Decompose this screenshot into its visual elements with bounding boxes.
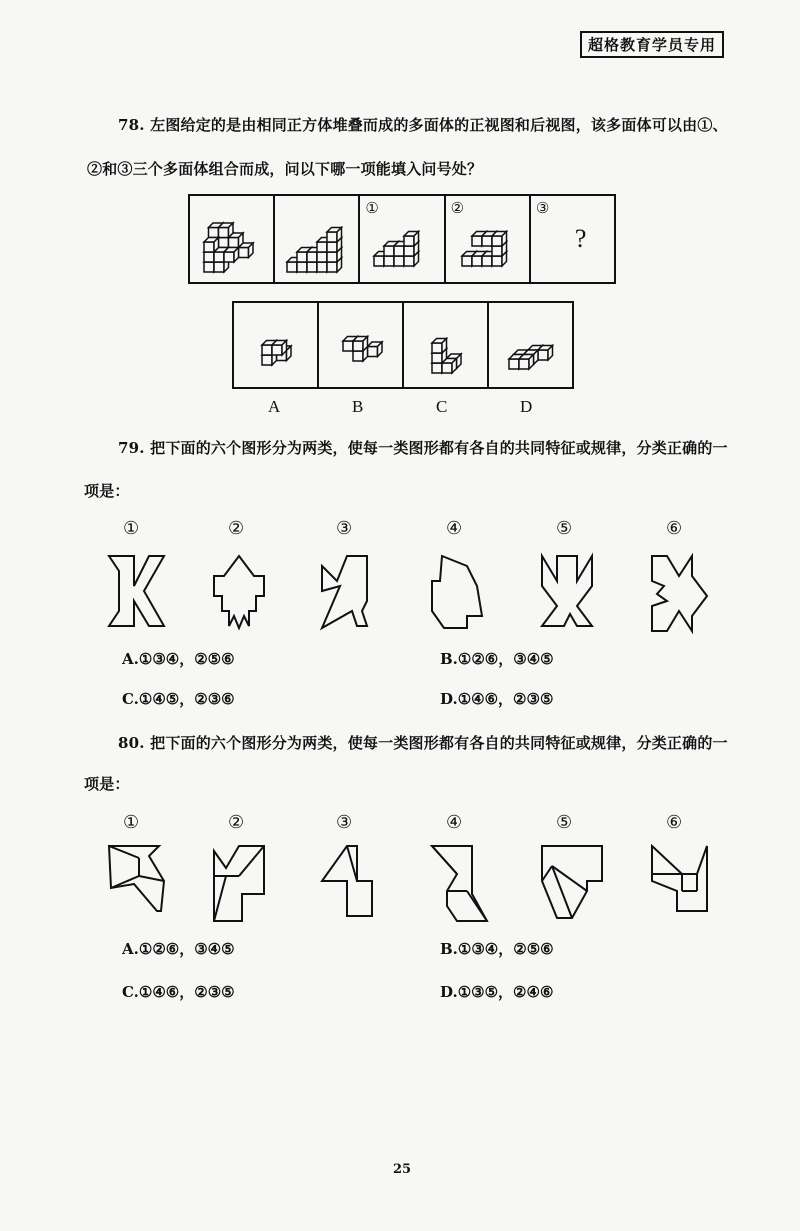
option-c-label: C: [436, 397, 448, 416]
q79-text-line2: 项是：: [84, 482, 130, 500]
figure-2: [210, 552, 276, 636]
part-1: [360, 196, 445, 282]
stamp-label: 超格教育学员专用: [580, 31, 724, 58]
option-d-label: D: [520, 397, 533, 416]
cube-figure: [489, 303, 572, 387]
q80-option-c[interactable]: C.①④⑥，②③⑤: [122, 983, 235, 1001]
figure-label: ④: [446, 518, 463, 539]
back-view: [275, 196, 360, 282]
q79-option-d[interactable]: D.①④⑥，②③⑤: [440, 690, 554, 708]
q80-option-a[interactable]: A.①②⑥，③④⑤: [122, 940, 235, 958]
figure-5: [538, 552, 604, 636]
q78-figure-row: [188, 194, 616, 284]
q79-text-line1: 79. 把下面的六个图形分为两类，使每一类图形都有各自的共同特征或规律，分类正确的一: [118, 439, 728, 457]
cube-figure: [360, 196, 444, 282]
cube-figure: [234, 303, 317, 387]
q79-option-a[interactable]: A.①③④，②⑤⑥: [122, 650, 235, 668]
q78-text-line1: 78. 左图给定的是由相同正方体堆叠而成的多面体的正视图和后视图，该多面体可以由①、: [118, 116, 728, 134]
figure-label: ⑥: [666, 812, 683, 833]
figure-label: ③: [336, 812, 353, 833]
cube-figure: [190, 196, 274, 282]
figure-3: [318, 552, 384, 636]
figure-4: [428, 552, 494, 636]
question-mark: ?: [574, 224, 587, 253]
q80-text-line2: 项是：: [84, 775, 130, 793]
figure-4: [428, 842, 494, 926]
cube-figure: [446, 196, 530, 282]
page-number: 25: [393, 1162, 412, 1177]
option-a-label: A: [268, 397, 281, 416]
figure-label: ②: [228, 812, 245, 833]
cube-figure: [319, 303, 402, 387]
figure-label: ②: [228, 518, 245, 539]
figure-label: ⑤: [556, 812, 573, 833]
q78-text-line2: ②和③三个多面体组合而成，问以下哪一项能填入问号处？: [87, 160, 483, 178]
option-c-figure: [404, 303, 489, 387]
part-label: ③: [535, 199, 550, 217]
figure-label: ①: [123, 518, 140, 539]
figure-label: ⑤: [556, 518, 573, 539]
figure-label: ③: [336, 518, 353, 539]
figure-6: [648, 552, 714, 636]
q79-option-b[interactable]: B.①②⑥，③④⑤: [440, 650, 554, 668]
figure-label: ⑥: [666, 518, 683, 539]
cube-figure: [404, 303, 487, 387]
figure-6: [648, 842, 714, 926]
q78-options-row: [232, 301, 574, 389]
figure-label: ④: [446, 812, 463, 833]
option-d-figure: [489, 303, 572, 387]
figure-5: [538, 842, 604, 926]
figure-1: [105, 552, 171, 636]
option-b-figure: [319, 303, 404, 387]
cube-figure: [275, 196, 359, 282]
part-label: ①: [365, 199, 379, 217]
front-view: [190, 196, 275, 282]
part-2: [446, 196, 531, 282]
q80-option-b[interactable]: B.①③④，②⑤⑥: [440, 940, 554, 958]
q79-option-c[interactable]: C.①④⑤，②③⑥: [122, 690, 235, 708]
part-label: ②: [450, 199, 465, 217]
q80-text-line1: 80. 把下面的六个图形分为两类，使每一类图形都有各自的共同特征或规律，分类正确的一: [118, 734, 728, 752]
part-3: [531, 196, 614, 282]
figure-1: [105, 842, 171, 926]
q80-option-d[interactable]: D.①③⑤，②④⑥: [440, 983, 554, 1001]
figure-2: [210, 842, 276, 926]
option-b-label: B: [352, 397, 364, 416]
option-a-figure: [234, 303, 319, 387]
figure-label: ①: [123, 812, 140, 833]
figure-3: [318, 842, 384, 926]
